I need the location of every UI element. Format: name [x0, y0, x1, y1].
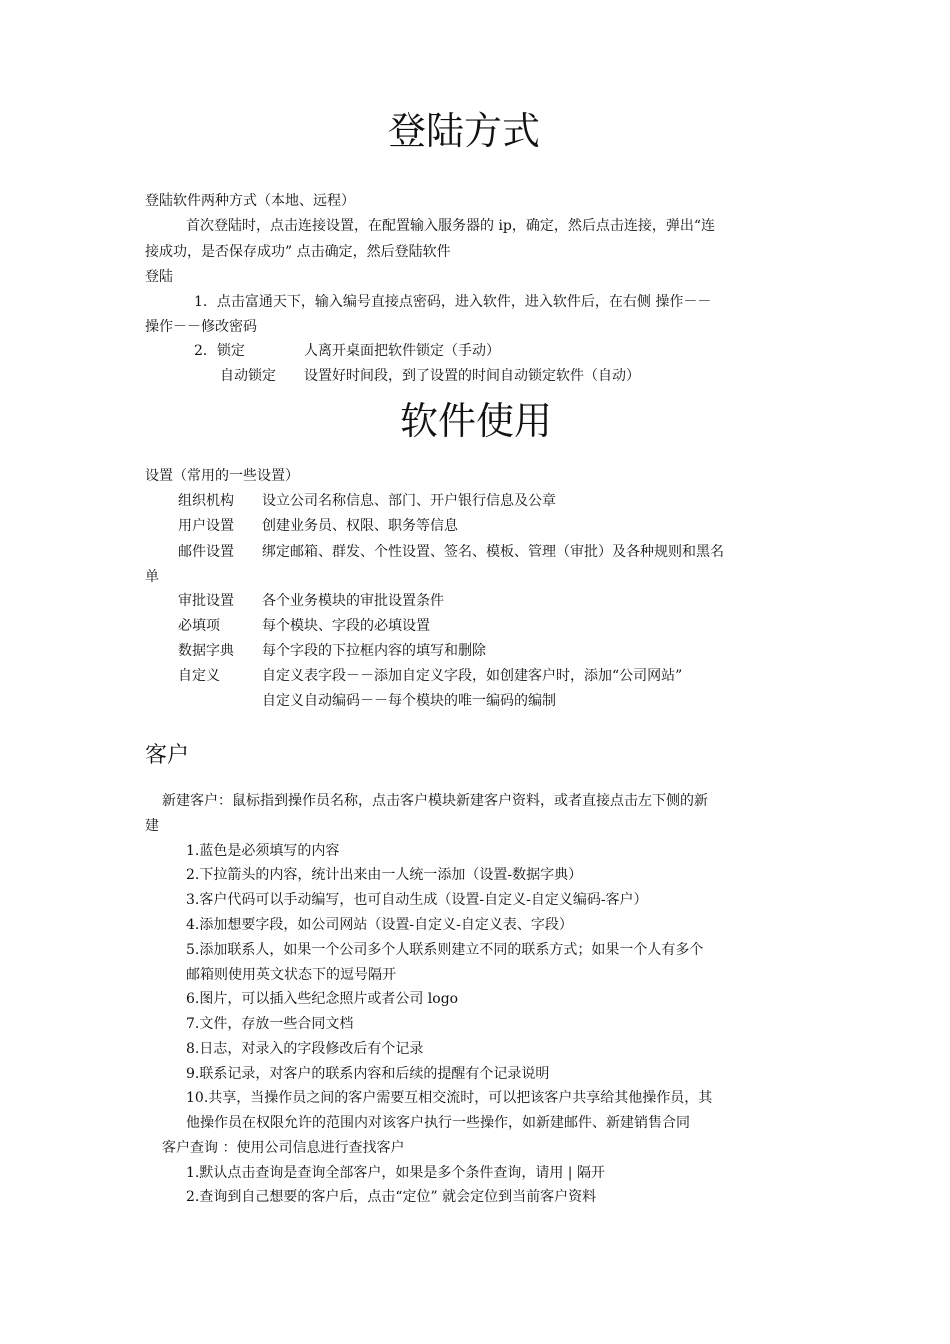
- customer-section-title: 客户: [145, 743, 190, 768]
- new-customer-line-2: 建: [145, 818, 159, 834]
- setting-desc-mail: 绑定邮箱、群发、个性设置、签名、模板、管理（审批）及各种规则和黑名: [262, 544, 724, 560]
- query-list-item: 1.默认点击查询是查询全部客户，如果是多个条件查询，请用 | 隔开: [186, 1165, 605, 1181]
- login-section-title: 登陆方式: [388, 109, 541, 153]
- customer-list-item: 9.联系记录，对客户的联系内容和后续的提醒有个记录说明: [186, 1066, 550, 1082]
- customer-list-item: 3.客户代码可以手动编写，也可自动生成（设置-自定义-自定义编码-客户）: [186, 892, 648, 908]
- auto-lock-desc: 设置好时间段，到了设置的时间自动锁定软件（自动）: [304, 368, 640, 384]
- setting-desc-custom-line-2: 自定义自动编码－－每个模块的唯一编码的编制: [262, 693, 556, 709]
- setting-desc-org: 设立公司名称信息、部门、开户银行信息及公章: [262, 493, 556, 509]
- setting-desc-user: 创建业务员、权限、职务等信息: [262, 518, 458, 534]
- login-intro: 登陆软件两种方式（本地、远程）: [145, 193, 355, 209]
- customer-list-item: 7.文件，存放一些合同文档: [186, 1016, 354, 1032]
- setting-desc-mail-wrap: 单: [145, 569, 159, 585]
- first-login-line-1: 首次登陆时，点击连接设置，在配置输入服务器的 ip，确定，然后点击连接，弹出“连: [186, 218, 716, 234]
- settings-intro: 设置（常用的一些设置）: [145, 468, 299, 484]
- login-label: 登陆: [145, 269, 173, 285]
- setting-label-user: 用户设置: [178, 518, 234, 534]
- setting-desc-required: 每个模块、字段的必填设置: [262, 618, 430, 634]
- customer-list-item: 4.添加想要字段，如公司网站（设置-自定义-自定义表、字段）: [186, 917, 573, 933]
- login-step-2-desc: 人离开桌面把软件锁定（手动）: [304, 343, 500, 359]
- setting-desc-dictionary: 每个字段的下拉框内容的填写和删除: [262, 643, 486, 659]
- login-step-2-label: 2．锁定: [194, 343, 245, 359]
- customer-list-item: 2.下拉箭头的内容，统计出来由一人统一添加（设置-数据字典）: [186, 867, 583, 883]
- setting-label-required: 必填项: [178, 618, 220, 634]
- auto-lock-label: 自动锁定: [220, 368, 276, 384]
- customer-list-item: 5.添加联系人，如果一个公司多个人联系则建立不同的联系方式；如果一个人有多个: [186, 942, 704, 958]
- customer-query-intro: 客户查询 ：使用公司信息进行查找客户: [162, 1140, 405, 1156]
- query-list-item: 2.查询到自己想要的客户后，点击“定位” 就会定位到当前客户资料: [186, 1189, 597, 1205]
- setting-label-dictionary: 数据字典: [178, 643, 234, 659]
- login-step-1-line-1: 1．点击富通天下，输入编号直接点密码，进入软件，进入软件后，在右侧 操作－－: [194, 294, 712, 310]
- first-login-line-2: 接成功，是否保存成功” 点击确定，然后登陆软件: [145, 244, 451, 260]
- customer-list-item: 6.图片，可以插入些纪念照片或者公司 logo: [186, 991, 459, 1007]
- customer-list-item: 10.共享，当操作员之间的客户需要互相交流时，可以把该客户共享给其他操作员，其: [186, 1090, 713, 1106]
- setting-desc-approval: 各个业务模块的审批设置条件: [262, 593, 444, 609]
- new-customer-line-1: 新建客户：鼠标指到操作员名称，点击客户模块新建客户资料，或者直接点击左下侧的新: [162, 793, 708, 809]
- setting-label-custom: 自定义: [178, 668, 220, 684]
- usage-section-title: 软件使用: [400, 399, 553, 443]
- customer-list-item: 他操作员在权限允许的范围内对该客户执行一些操作，如新建邮件、新建销售合同: [186, 1115, 690, 1131]
- setting-label-mail: 邮件设置: [178, 544, 234, 560]
- setting-desc-custom: 自定义表字段－－添加自定义字段，如创建客户时，添加“公司网站”: [262, 668, 683, 684]
- customer-list-item: 邮箱则使用英文状态下的逗号隔开: [186, 967, 396, 983]
- login-step-1-line-2: 操作－－修改密码: [145, 319, 257, 335]
- setting-label-approval: 审批设置: [178, 593, 234, 609]
- customer-list-item: 8.日志，对录入的字段修改后有个记录: [186, 1041, 424, 1057]
- customer-list-item: 1.蓝色是必须填写的内容: [186, 843, 340, 859]
- setting-label-org: 组织机构: [178, 493, 234, 509]
